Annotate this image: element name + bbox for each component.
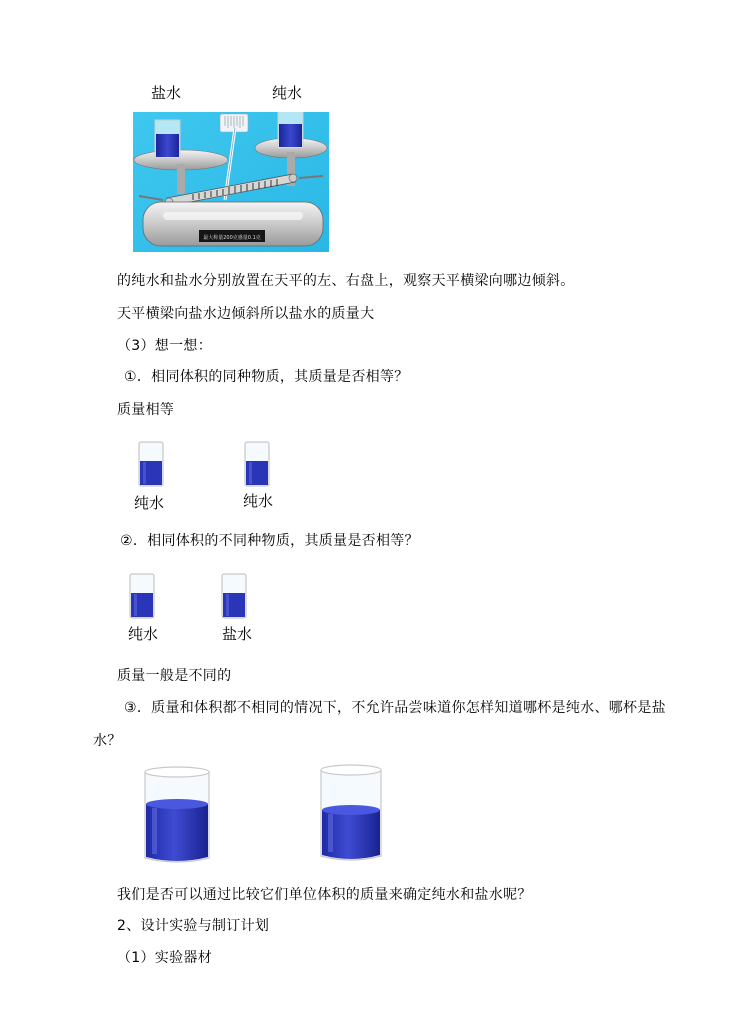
large-beaker-right (318, 762, 384, 864)
section-think: （3）想一想： (117, 338, 213, 354)
answer-2: 质量一般是不同的 (117, 668, 232, 684)
question-1: ①．相同体积的同种物质，其质量是否相等？ (124, 369, 409, 385)
beaker-pure-water-1 (137, 440, 165, 488)
large-beaker-left (142, 764, 212, 866)
beaker-pure-water-2 (243, 440, 271, 488)
fig2-label-right: 盐水 (222, 625, 253, 643)
question-2: ②．相同体积的不同种物质，其质量是否相等？ (120, 533, 419, 549)
section-design-experiment: 2、设计实验与制订计划 (117, 918, 270, 934)
balance-display-text: 最大称量200克感量0.1克 (203, 235, 261, 241)
paragraph-unit-volume: 我们是否可以通过比较它们单位体积的质量来确定纯水和盐水呢？ (117, 887, 532, 903)
balance-illustration (133, 112, 329, 252)
fig2-label-left: 纯水 (128, 625, 159, 643)
salt-water-label: 盐水 (151, 84, 182, 102)
fig1-label-right: 纯水 (243, 492, 274, 510)
beaker-salt-water (220, 572, 248, 620)
section-equipment: （1）实验器材 (117, 950, 213, 966)
beaker-pure-water-3 (128, 572, 156, 620)
question-3-line1: ③．质量和体积都不相同的情况下，不允许品尝味道你怎样知道哪杯是纯水、哪杯是盐 (124, 700, 666, 716)
answer-1: 质量相等 (117, 402, 175, 418)
paragraph-salt-heavier: 天平横梁向盐水边倾斜所以盐水的质量大 (117, 306, 375, 322)
pure-water-label: 纯水 (272, 84, 303, 102)
question-3-line2: 水？ (93, 733, 122, 749)
fig1-label-left: 纯水 (134, 494, 165, 512)
paragraph-observe-balance: 的纯水和盐水分别放置在天平的左、右盘上，观察天平横梁向哪边倾斜。 (117, 273, 575, 289)
